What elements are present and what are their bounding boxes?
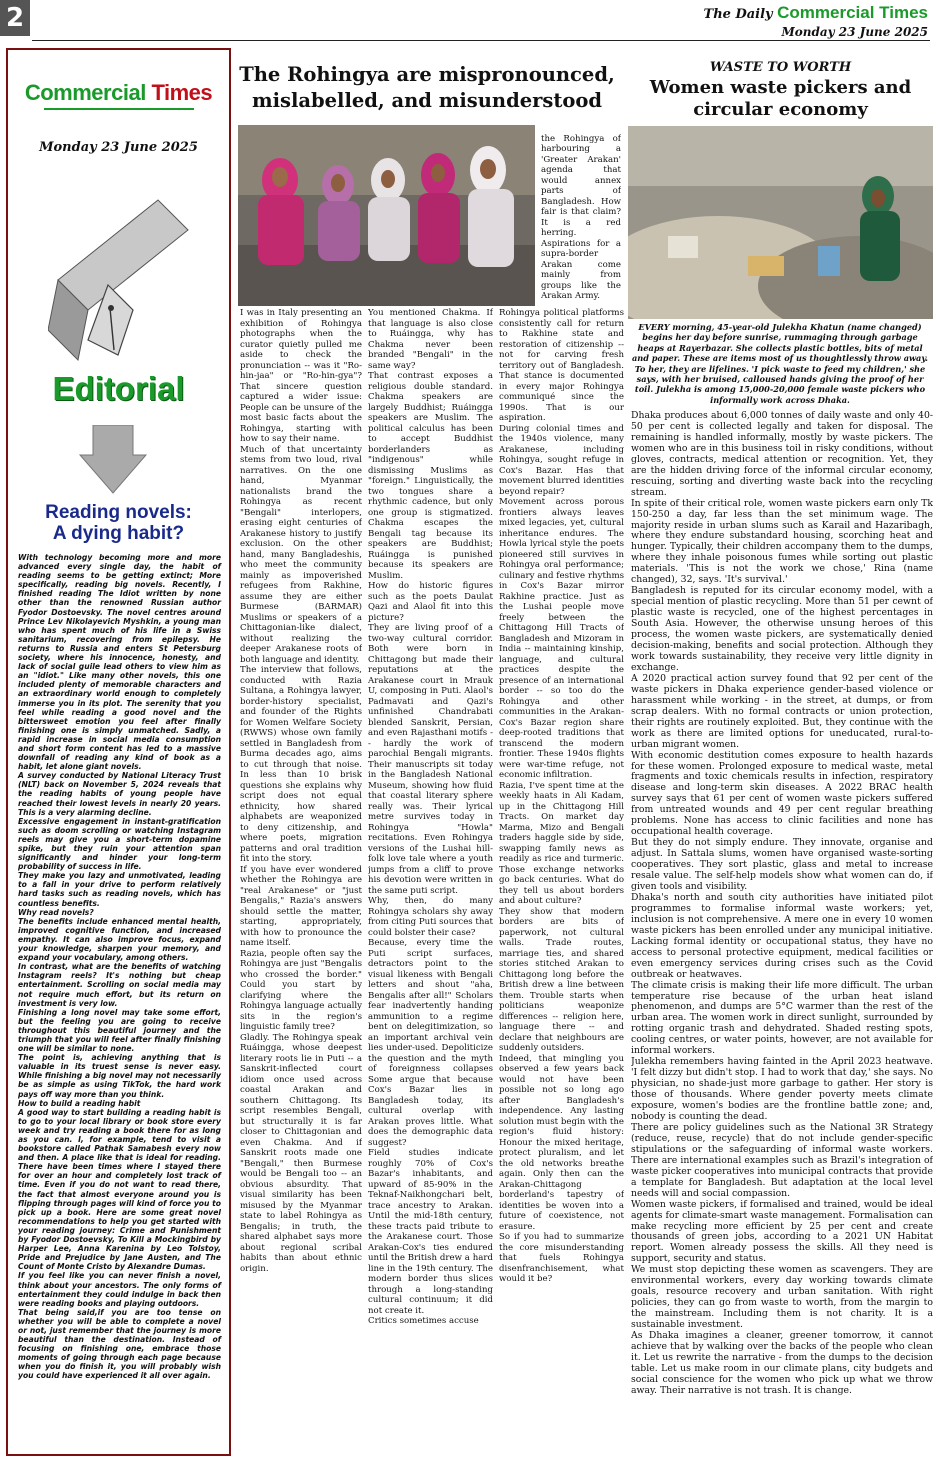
masthead-date: Monday 23 June 2025 bbox=[781, 25, 928, 39]
waste-article-kicker: WASTE TO WORTH bbox=[709, 60, 852, 75]
article-paragraph: You mentioned Chakma. If that language is also close to Ruáingga, why has Chakma never been branded "Bengali" in the same way? bbox=[368, 308, 493, 371]
top-rule bbox=[32, 40, 930, 41]
article-paragraph: In spite of their critical role, women waste pickers earn only Tk 150-250 a day, far less than the set minimum wage. The majority reside in urban slums such as Karail and Hazaribagh, where they endure substandard housing, scorching heat and hunger. Typically, their children accompany them to the dumps, where they inhale poisonous fumes while sorting out plastic materials. 'This is not the work we chose,' Rina (name changed), 32, says. 'It's survival.' bbox=[631, 497, 933, 586]
masthead bbox=[704, 3, 928, 39]
rohingya-column-3-top bbox=[541, 125, 621, 308]
article-paragraph: Because, every time the Puti script surfaces, detractors point to the visual likeness with Bengali letters and shout "aha, Bengalis after all!" Scholars fear inadvertently handing ammunition to a regime bent on delegitimization, so an important archival vein lies under-used. Depoliticize the question and the myth of foreignness collapses Some argue that because Cox's Bazar lies in Bangladesh today, its cultural overlap with Arakan proves little. What does the demographic data suggest? bbox=[368, 938, 493, 1148]
sidebar-logo bbox=[8, 80, 229, 106]
editorial-subhead: How to build a reading habit bbox=[18, 1098, 141, 1108]
article-paragraph: Julekha remembers having fainted in the April 2023 heatwave. 'I felt dizzy but didn't stop. I had to work that day,' she says. No physician, no shade-just more garbage to gather. Her story is those of thousands. Where gender poverty meets climate exposure, women's bodies are the frontline battle zone; and, nobody is counting the dead. bbox=[631, 1056, 933, 1122]
article-paragraph: Indeed, that mingling you observed a few years back would not have been possible not so long ago after Bangladesh's independence. Any lasting solution must begin with the region's fluid history: Honour the mixed heritage, protect pluralism, and let the old networks breathe again. Only then can the Arakan-Chittagong borderland's tapestry of identities be woven into a future of coexistence, not erasure. bbox=[499, 1053, 624, 1232]
editorial-paragraph: The point is, achieving anything that is valuable in its truest sense is never easy. While finishing a big novel may not necessarily be as simple as using TikTok, the hard work pays off way more than you think. bbox=[18, 1053, 221, 1099]
article-paragraph: Women waste pickers, if formalised and trained, would be ideal agents for climate-smart waste management. Formalisation can make recycling more efficient by 25 per cent and create thousands of green jobs, according to a 2021 UN Habitat report. Women already possess the skills. All they need is support, security and status. bbox=[631, 1198, 933, 1265]
waste-article-body bbox=[631, 411, 933, 1451]
rohingya-column-1 bbox=[240, 308, 362, 1448]
article-paragraph: They are living proof of a two-way cultural corridor. Both were born in Chittagong but made their reputations at the Arakanese court in Mrauk U, composing in Puti. Alaol's Padmavati and Qazi's unfinished Chandrabati blended Sanskrit, Persian, and even Rajasthani motifs -- hardly the work of parochial Bengali migrants. Their manuscripts sit today in the Bangladesh National Museum, showing how fluid that coastal literary sphere really was. Their lyrical metre survives today in Rohingya "Howla" recitations. Even Rohingya versions of the Lushai hill-folk love tale where a youth jumps from a cliff to prove his devotion were written in the same puti script. bbox=[368, 623, 493, 896]
rohingya-column-2 bbox=[368, 308, 493, 1448]
article-paragraph: Bangladesh is reputed for its circular economy model, with a special mention of plastic recycling. More than 51 per cewnt of plastic waste is recycled, one of the highest percentages in South Asia. However, the otherwise unsung heroes of this process, the women waste pickers, are systematically denied decision-making, benefits and social protection. Although they work towards sustainability, they receive very little dignity in exchange. bbox=[631, 585, 933, 673]
rohingya-column-3 bbox=[499, 308, 624, 1448]
waste-picker-photo bbox=[628, 126, 933, 319]
article-paragraph: Dhaka's north and south city authorities have initiated pilot programmes to formalise informal waste workers; yet, inclusion is not comprehensive. A mere one in every 10 women waste pickers has been enrolled under any municipal initiative. Lacking formal identity or occupational status, they have no access to personal protective equipment, medical facilities or even emergency services during crises such as the Covid outbreak or heatwaves. bbox=[631, 891, 933, 980]
article-paragraph: Rohingya political platforms consistently call for return to Rakhine state and restoration of citizenship -- not for carving fresh territory out of Bangladesh. That stance is documented in every major Rohingya communiqué since the 1990s. That is our aspiration. bbox=[499, 308, 624, 423]
article-paragraph: I was in Italy presenting an exhibition of Rohingya photographs when the curator quietly pulled me aside to check the pronunciation -- was it "Ro-hin-jaa" or "Ro-hin-gya"? That sincere question captured a wider issue: People can be unsure of the most basic facts about the Rohingya, starting with how to say their name. bbox=[240, 308, 362, 444]
article-paragraph: We must stop depicting these women as scavengers. They are environmental workers, every day working towards climate goals, resource recovery and urban sanitation. With right policies, they can go from waste to worth, from the margin to the mainstream. Including them is not charity. It is a sustainable investment. bbox=[631, 1264, 933, 1331]
article-paragraph: Movement across porous frontiers always leaves mixed legacies, yet, cultural inheritance endures. The Howla lyrical style the poets pioneered still survives in Rohingya oral performance; culinary and festive rhythms in Cox's Bazar mirror Rakhine practice. Just as the Lushai people move freely between the Chittagong Hill Tracts of Bangladesh and Mizoram in India -- maintaining kinship, language, and cultural practices despite the presence of an international border -- so too do the Rohingya and other communities in the Arakan-Cox's Bazar region share deep-rooted traditions that transcend the modern frontier. These 1940s flights were war-time refuge, not economic infiltration. bbox=[499, 497, 624, 780]
arrow-down-icon bbox=[78, 425, 148, 495]
sidebar-logo-rule bbox=[44, 108, 194, 110]
sidebar-date: Monday 23 June 2025 bbox=[39, 140, 198, 155]
editorial-headline-line1: Reading novels: bbox=[45, 502, 192, 523]
article-paragraph: Gladly. The Rohingya speak Ruáingga, whose deepest literary roots lie in Puti -- a Sanskrit-inflected court idiom once used across coastal Arakan and southern Chittagong. Its script resembles Bengali, but structurally it is far closer to Chittagonian and even Chakma. And if Sanskrit roots made one "Bengali," then Burmese would be Bengali too -- an obvious absurdity. That visual similarity has been misused by the Myanmar state to label Rohingya as Bengalis; in truth, the shared alphabet says more about regional scribal habits than about ethnic origin. bbox=[240, 1032, 362, 1274]
rohingya-article-title: The Rohingya are mispronounced, mislabelled, and misunderstood bbox=[239, 63, 615, 112]
page-number: 2 bbox=[0, 0, 30, 36]
article-paragraph: Why, then, do many Rohingya scholars shy away from citing Puti sources that could bolster their case? bbox=[368, 896, 493, 938]
editorial-paragraph: That being said,if you are too tense on whether you will be able to complete a novel or not, just remember that the journey is more beautiful than the destination. Instead of focusing on finishing one, embrace those moments of going through each page because when you do finish it, you will probably wish you could have experienced it all over again. bbox=[18, 1307, 221, 1381]
article-paragraph: Field studies indicate roughly 70% of Cox's Bazar's inhabitants, and upward of 85-90% in the Teknaf-Naikhongchari belt, trace ancestry to Arakan. Until the mid-18th century, these tracts paid tribute to the Arakanese court. Those Arakan-Cox's ties endured until the British drew a hard line in the 19th century. The modern border thus slices through a long-standing cultural continuum; it did not create it. bbox=[368, 1148, 493, 1316]
waste-photo-caption: EVERY morning, 45-year-old Julekha Khatun (name changed) begins her day before sunrise, rummaging through garbage heaps at Rayerbazar. She collects plastic bottles, bits of metal and paper. These are items most of us thoughtlessly throw away. To her, they are lifelines. 'I pick waste to feed my children,' she says, with her bruised, calloused hands giving the proof of her toil. Julekha is among 15,000-20,000 female waste pickers who informally work across Dhaka. bbox=[631, 322, 929, 405]
sidebar-logo-word2: Times bbox=[151, 80, 213, 105]
article-paragraph: Dhaka produces about 6,000 tonnes of daily waste and only 40-50 per cent is collected legally and taken for disposal. The remaining is handled informally, mostly by waste pickers. The women who are in this business toil in risky conditions, without gloves, contracts, medical attention or recognition. Yet, they are the hidden driving force of the informal circular economy, rescuing, sorting and diverting waste back into the recycling stream. bbox=[631, 411, 933, 498]
section-title: Editorial bbox=[52, 370, 185, 407]
editorial-paragraph: A survey conducted by National Literacy Trust (NLT) back on November 5, 2024 reveals that the reading habits of young people have reached their lowest levels in nearly 20 years. This is a very alarming decline. bbox=[18, 771, 221, 817]
article-paragraph: The interview that follows, conducted with Razia Sultana, a Rohingya lawyer, border-history specialist, and founder of the Rights for Women Welfare Society (RWWS) whose own family settled in Bangladesh from Burma decades ago, aims to cut through that noise. In less than 10 brisk questions she explains why script does not equal ethnicity, how shared alphabets are weaponized to deny citizenship, and where poets, migration patterns and oral tradition fit into the story. bbox=[240, 665, 362, 864]
editorial-paragraph: Finishing a long novel may take some effort, but the feeling you are going to receive throughout this beautiful journey and the triumph that you will feel after finally finishing one will be similar to none. bbox=[18, 1007, 221, 1054]
article-paragraph: the Rohingya of harbouring a 'Greater Arakan' agenda that would annex parts of Bangladesh. How fair is that claim? It is a red herring. Aspirations for a supra-border Arakan come mainly from groups like the Arakan Army. bbox=[541, 133, 621, 302]
article-paragraph: If you have ever wondered whether the Rohingya are "real Arakanese" or "just Bengalis," Razia's answers should settle the matter, starting, appropriately, with how to pronounce the name itself. bbox=[240, 864, 362, 948]
article-paragraph: Razia, people often say the Rohingya are just "Bengalis who crossed the border." Could you start by clarifying where the Rohingya language actually sits in the region's linguistic family tree? bbox=[240, 948, 362, 1032]
article-paragraph: There are policy guidelines such as the National 3R Strategy (reduce, reuse, recycle) that do not include gender-specific stipulations or the safeguarding of informal waste workers. There are international examples such as Brazil's integration of waste picker cooperatives into municipal contracts that provide a template for Bangladesh. But adaptation at the local level needs will and social compassion. bbox=[631, 1121, 933, 1199]
editorial-paragraph: The benefits include enhanced mental health, improved cognitive function, and increased empathy. It can also improve focus, expand your knowledge, sharpen your memory, and expand your vocabulary, among others. bbox=[18, 916, 221, 963]
article-paragraph: But they do not simply endure. They innovate, organise and adjust. In Sattala slums, women have organised waste-sorting cooperatives. They sort plastic, glass and metal to increase resale value. The self-help models show what women can do, if given tools and visibility. bbox=[631, 837, 933, 892]
article-paragraph: How do historic figures such as the poets Daulat Qazi and Alaol fit into this picture? bbox=[368, 581, 493, 623]
editorial-paragraph: If you feel like you can never finish a novel, think about your ancestors. The only forms of entertainment they could indulge in back then were reading books and playing outdoors. bbox=[18, 1271, 221, 1308]
article-paragraph: With economic destitution comes exposure to health hazards for these women. Prolonged exposure to medical waste, metal fragments and toxic chemicals results in infection, respiratory disease and long-term skin diseases. A 2022 BRAC health survey says that 61 per cent of women waste pickers suffered from untreated wounds and 49 per cent regular breathing problems. None has access to clinic facilities and none has occupational health coverage. bbox=[631, 749, 933, 838]
editorial-paragraph: A good way to start building a reading habit is to go to your local library or book store every week and try reading a book there for as long as you can. I, for example, tend to visit a bookstore called Pathak Samabesh every now and then. A place like that is ideal for reading. There have been times where I stayed there for over an hour and completely lost track of time. Even if you do not want to read there, the fact that almost everyone around you is flipping through pages will kind of force you to pick up a book. Here are some great novel recommendations to help you get started with your reading journey: Crime and Punishment by Fyodor Dostoevsky, To Kill a Mockingbird by Harper Lee, Anna Karenina by Leo Tolstoy, Pride and Prejudice by Jane Austen, and The Count of Monte Cristo by Alexandre Dumas. bbox=[18, 1107, 221, 1272]
article-paragraph: Critics sometimes accuse bbox=[368, 1316, 479, 1326]
article-paragraph: Razia, I've spent time at the weekly haats in Ali Kadam, up in the Chittagong Hill Tracts. On market day Marma, Mizo and Bengali traders haggle side by side, swapping family news as readily as rice and turmeric. Those exchange networks go back centuries. What do they tell us about borders and about culture? bbox=[499, 780, 624, 906]
masthead-name: Commercial Times bbox=[777, 3, 928, 22]
article-paragraph: So if you had to summarize the core misunderstanding that fuels Rohingya disenfranchisement, what would it be? bbox=[499, 1232, 624, 1284]
article-paragraph: Much of that uncertainty stems from two loud, rival narratives. On the one hand, Myanmar nationalists brand the Rohingya as recent "Bengali" interlopers, erasing eight centuries of Arakanese history to justify exclusion. On the other hand, many Bangladeshis, who meet the community mainly as impoverished refugees from Rakhine, assume they are either Burmese (BARMAR) Muslims or speakers of a Chittagonian-like dialect, without realizing the deeper Arakanese roots of both language and identity. bbox=[240, 444, 362, 665]
waste-article-title: Women waste pickers and circular economy bbox=[649, 77, 912, 120]
editorial-sidebar bbox=[6, 48, 231, 1456]
article-paragraph: As Dhaka imagines a cleaner, greener tomorrow, it cannot achieve that by walking over the backs of the people who clean it. Let us rewrite the narrative - from the dumps to the decision table. Let us make room in our climate plans, city budgets and social conscience for the women who pick up what we throw away. Their narrative is not trash. It is change. bbox=[631, 1330, 933, 1396]
editorial-headline bbox=[8, 502, 229, 544]
editorial-paragraph: In contrast, what are the benefits of watching Instagram reels? It's nothing but cheap entertainment. Scrolling on social media may not require much effort, but its return on investment is very low. bbox=[18, 962, 221, 1008]
article-paragraph: During colonial times and the 1940s violence, many Arakanese, including Rohingya, sought refuge in Cox's Bazar. Has that movement blurred identities beyond repair? bbox=[499, 423, 624, 497]
masthead-the-daily: The Daily bbox=[703, 7, 773, 22]
article-paragraph: A 2020 practical action survey found that 92 per cent of the waste pickers in Dhaka experience gender-based violence or harassment while working - in the street, at dumps, or from scrap dealers. With no formal contracts or union protection, their rights are routinely exploited. But, they continue with the work as there are limited options for uneducated, rural-to-urban migrant women. bbox=[631, 672, 933, 750]
editorial-paragraph: They make you lazy and unmotivated, leading to a fall in your drive to perform relatively hard tasks such as reading novels, which has countless benefits. bbox=[18, 871, 221, 908]
editorial-subhead: Why read novels? bbox=[18, 907, 94, 917]
article-paragraph: They show that modern borders are bits of paperwork, not cultural walls. Trade routes, marriage ties, and shared stories stitched Arakan to Chittagong long before the British drew a line between them. Trouble starts when politicians weaponize differences -- religion here, language there -- and declare that neighbours are suddenly outsiders. bbox=[499, 906, 624, 1053]
fountain-pen-icon bbox=[48, 190, 198, 370]
editorial-paragraph: Excessive engagement in instant-gratification such as doom scrolling or watching Instagram reels may give you a short-term dopamine spike, but they ruin your attention span significantly and hinder your long-term probability of success in life. bbox=[18, 816, 221, 872]
sidebar-logo-word1: Commercial bbox=[24, 80, 146, 105]
editorial-headline-line2: A dying habit? bbox=[52, 523, 185, 544]
article-paragraph: The climate crisis is making their life more difficult. The urban temperature rise because of the urban heat island phenomenon, and dumps are 5°C warmer than the rest of the urban area. The women work in direct sunlight, surrounded by rotting organic trash and dehydrated. Shaded resting spots, cooling centres, or water points, however, are not available for informal workers. bbox=[631, 979, 933, 1057]
editorial-paragraph: With technology becoming more and more advanced every single day, the habit of reading seems to be getting extinct; More specifically, reading big novels. Recently, I finished reading The Idiot written by none other than the renowned Russian author Fyodor Dostoevsky. The novel centres around Prince Lev Nikolayevich Myshkin, a young man who has spent much of his life in a Swiss sanitarium, recovering from epilepsy. He returns to Russia and enters St Petersburg society, where his innocence, honesty, and lack of social guile lead others to view him as an "idiot." Like many other novels, this one included plenty of memorable characters and an extraordinary world enough to completely immerse you in its plot. The serenity that you feel while reading a good novel and the bittersweet emotion you feel after finally finishing one is simply unmatched. Sadly, a rapid increase in social media consumption and short form content has led to a massive downfall of reading any kind of book as a habit, let alone giant novels. bbox=[18, 553, 221, 772]
editorial-body bbox=[18, 553, 221, 1381]
article-paragraph: That contrast exposes a religious double standard. Chakma speakers are largely Buddhist; Ruáingga speakers are Muslim. The political calculus has been to accept Buddhist borderlanders as "indigenous" while dismissing Muslims as "foreign." Linguistically, the two tongues share a rhythmic cadence, but only one group is stigmatized. Chakma escapes the Bengali tag because its speakers are Buddhist; Ruáingga is punished because its speakers are Muslim. bbox=[368, 371, 493, 581]
rohingya-women-photo bbox=[238, 125, 535, 306]
